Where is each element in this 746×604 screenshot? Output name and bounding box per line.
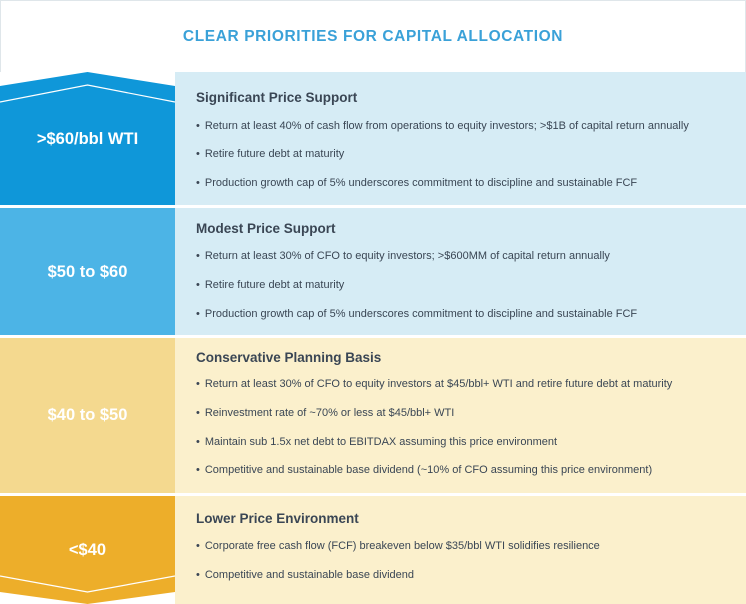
tier-heading: Conservative Planning Basis: [196, 350, 382, 365]
tier-bullet: • Retire future debt at maturity: [196, 148, 344, 160]
tier-row-1: [0, 72, 746, 206]
tier-heading: Modest Price Support: [196, 221, 336, 236]
tier-row-4: [0, 496, 746, 604]
tier-bullet: • Corporate free cash flow (FCF) breakeven below $35/bbl WTI solidifies resilience: [196, 540, 600, 552]
tier-price-label: <$40: [68, 540, 107, 559]
tier-bullet: • Competitive and sustainable base dividend: [196, 569, 414, 581]
tier-details-panel-3: [175, 338, 746, 493]
chevron-up-icon: [0, 72, 175, 112]
tier-bullet: • Production growth cap of 5% underscores commitment to discipline and sustainable FCF: [196, 308, 637, 320]
tier-details-panel-1: [175, 72, 746, 206]
tier-bullet: • Maintain sub 1.5x net debt to EBITDAX assuming this price environment: [196, 436, 557, 448]
tier-bullet: • Return at least 30% of CFO to equity investors at $45/bbl+ WTI and retire future debt at maturity: [196, 378, 672, 390]
tier-bullet: • Return at least 40% of cash flow from operations to equity investors; >$1B of capital return annually: [196, 120, 689, 132]
tier-price-label: >$60/bbl WTI: [36, 129, 139, 148]
tier-heading: Lower Price Environment: [196, 511, 359, 526]
header: [0, 0, 746, 72]
tier-row-3: [0, 338, 746, 493]
tier-bullet: • Retire future debt at maturity: [196, 279, 344, 291]
tier-row-2: [0, 208, 746, 336]
tier-details-panel-4: [175, 496, 746, 604]
tier-bullet: • Competitive and sustainable base dividend (~10% of CFO assuming this price environment): [196, 464, 652, 476]
chevron-down-icon: [0, 568, 175, 604]
tier-price-label: $40 to $50: [47, 406, 128, 424]
tier-price-panel-3: [0, 338, 175, 493]
tier-price-panel-2: [0, 208, 175, 336]
tier-price-label: $50 to $60: [47, 262, 128, 281]
tier-details-panel-2: [175, 208, 746, 336]
tier-bullet: • Reinvestment rate of ~70% or less at $45/bbl+ WTI: [196, 407, 454, 419]
tier-heading: Significant Price Support: [196, 90, 358, 105]
page-title: CLEAR PRIORITIES FOR CAPITAL ALLOCATION: [182, 27, 564, 45]
tier-bullet: • Production growth cap of 5% underscores commitment to discipline and sustainable FCF: [196, 177, 637, 189]
tier-bullet: • Return at least 30% of CFO to equity investors; >$600MM of capital return annually: [196, 250, 610, 262]
